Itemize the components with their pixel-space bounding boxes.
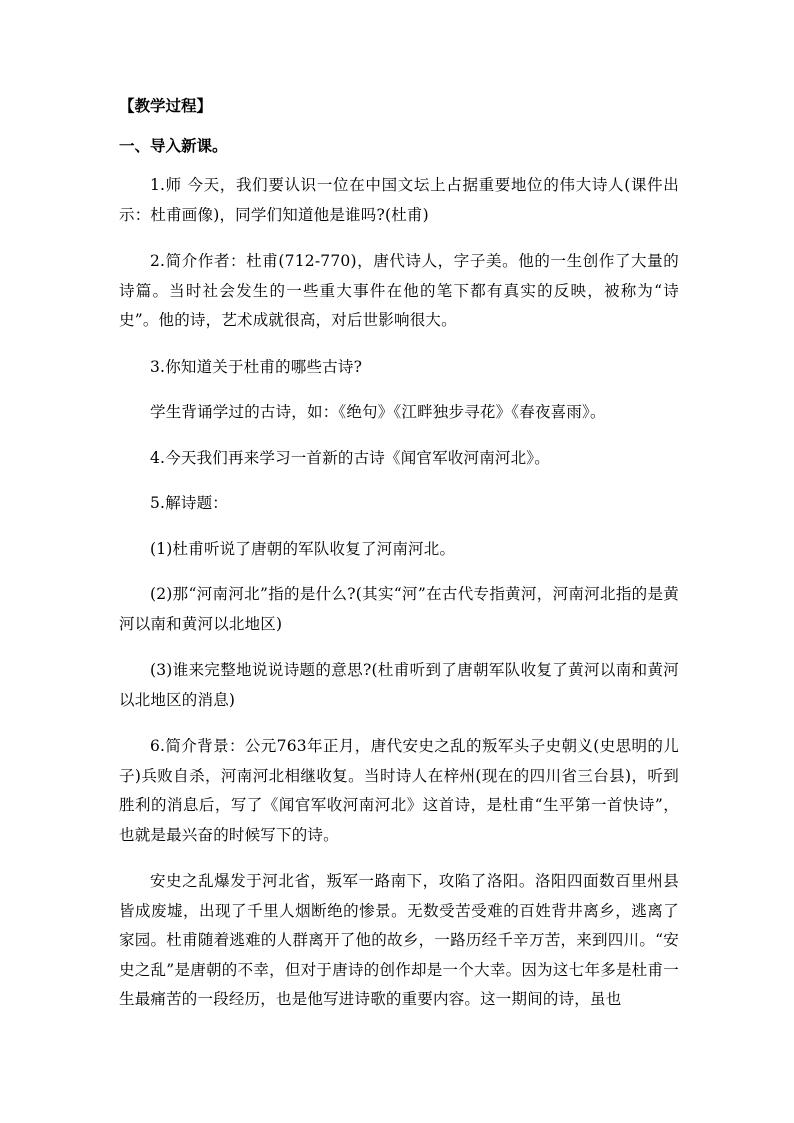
paragraph-item-1: (1)杜甫听说了唐朝的军队收复了河南河北。 [150, 539, 456, 558]
paragraph-item-3: (3)谁来完整地说说诗题的意思?(杜甫听到了唐朝军队收复了黄河以南和黄河以北地区的消息) [119, 661, 679, 709]
paragraph-author-intro: 2.简介作者：杜甫(712-770)，唐代诗人，字子美。他的一生创作了大量的诗篇。当时社会发生的一些重大事件在他的笔下都有真实的反映，被称为“诗史”。他的诗，艺术成就很高，对后世影响很大。 [119, 252, 679, 329]
paragraph-anshi-rebellion: 安史之乱爆发于河北省，叛军一路南下，攻陷了洛阳。洛阳四面数百里州县皆成废墟，出现了千里人烟断绝的惨景。无数受苦受难的百姓背井离乡，逃离了家园。杜甫随着逃难的人群离开了他的故乡，一路历经千辛万苦，来到四川。“安史之乱”是唐朝的不幸，但对于唐诗的创作却是一个大幸。因为这七年多是杜甫一生最痛苦的一段经历，也是他写进诗歌的重要内容。这一期间的诗，虽也 [119, 872, 679, 1008]
paragraph-item-2: (2)那“河南河北”指的是什么?(其实“河”在古代专指黄河，河南河北指的是黄河以南和黄河以北地区) [119, 585, 679, 633]
document-body [119, 93, 679, 1032]
paragraph-background: 6.简介背景：公元763年正月，唐代安史之乱的叛军头子史朝义(史思明的儿子)兵败自杀，河南河北相继收复。当时诗人在梓州(现在的四川省三台县)，听到胜利的消息后，写了《闻官军收河南河北》这首诗，是杜甫“生平第一首快诗”，也就是最兴奋的时候写下的诗。 [119, 737, 679, 844]
paragraph-question-poems: 3.你知道关于杜甫的哪些古诗? [150, 357, 363, 376]
paragraph-students-recite: 学生背诵学过的古诗，如：《绝句》《江畔独步寻花》《春夜喜雨》。 [150, 403, 606, 421]
paragraph-teacher-intro: 1.师 今天，我们要认识一位在中国文坛上占据重要地位的伟大诗人(课件出示：杜甫画像)，同学们知道他是谁吗?(杜甫) [119, 176, 679, 224]
heading-teaching-process: 【教学过程】 [119, 97, 213, 115]
paragraph-title-explain: 5.解诗题： [150, 494, 228, 512]
heading-section-introduction: 一、导入新课。 [119, 137, 228, 155]
paragraph-new-poem: 4.今天我们再来学习一首新的古诗《闻官军收河南河北》。 [150, 448, 550, 467]
